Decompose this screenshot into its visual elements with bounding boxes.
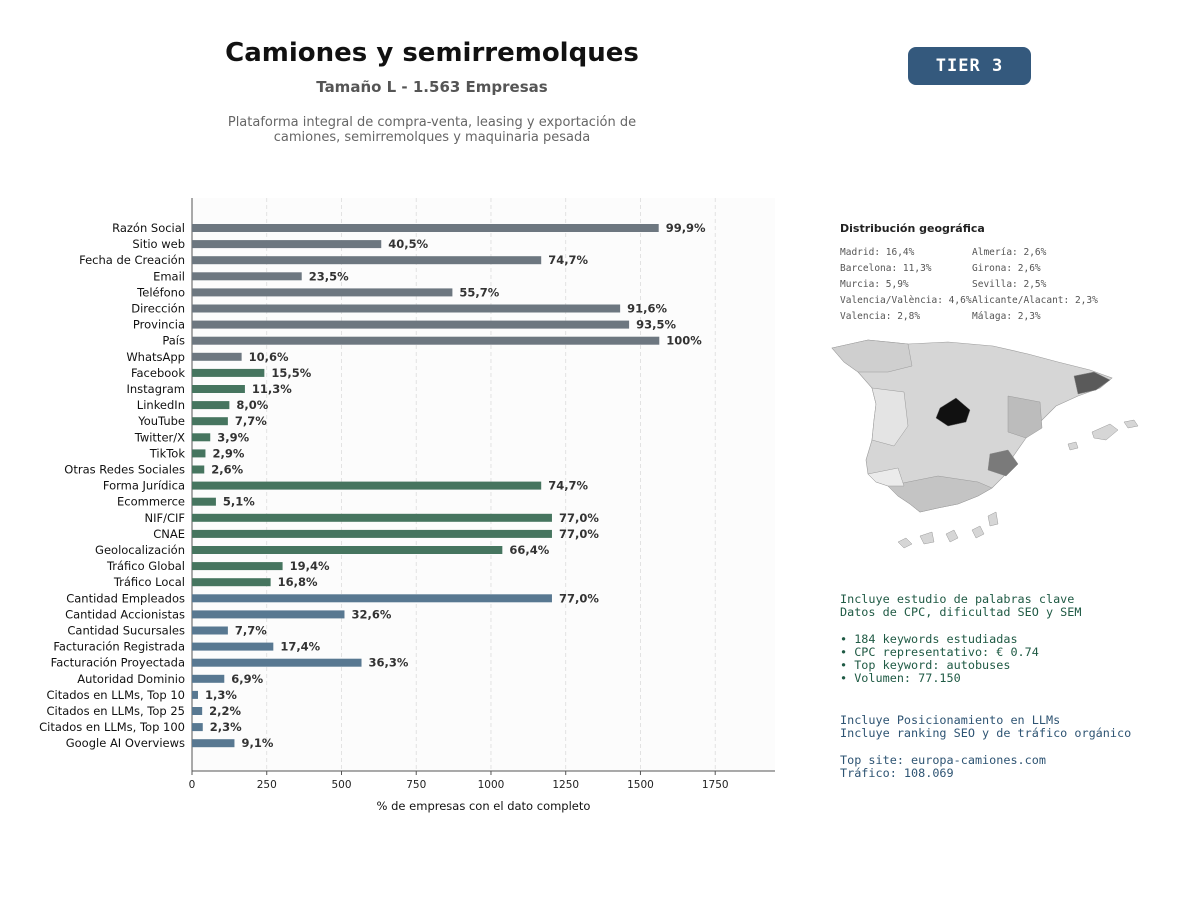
category-label: Instagram	[126, 382, 185, 396]
bar	[192, 353, 242, 361]
bar	[192, 707, 202, 715]
category-label: Cantidad Empleados	[66, 591, 185, 606]
keywords-bullet: • 184 keywords estudiadas	[840, 631, 1018, 646]
value-label: 7,7%	[234, 414, 267, 429]
value-label: 2,9%	[212, 446, 245, 461]
canary-islands	[898, 512, 998, 548]
bar	[192, 240, 381, 248]
x-axis-title: % de empresas con el dato completo	[376, 799, 591, 813]
value-label: 32,6%	[351, 607, 392, 622]
value-label: 36,3%	[368, 655, 409, 670]
category-label: TikTok	[149, 446, 185, 461]
balearic-islands-small	[1124, 420, 1138, 428]
llm-info-line: Incluye ranking SEO y de tráfico orgánico	[840, 726, 1132, 741]
bar	[192, 385, 245, 393]
value-label: 1,3%	[204, 687, 237, 702]
category-label: Otras Redes Sociales	[64, 462, 185, 477]
value-label: 11,3%	[251, 382, 292, 396]
value-label: 9,1%	[241, 736, 274, 751]
x-tick-label: 500	[331, 779, 352, 791]
llm-info-block	[840, 714, 1131, 780]
value-label: 77,0%	[558, 510, 599, 525]
keywords-bullet: • CPC representativo: € 0.74	[840, 644, 1039, 659]
value-label: 5,1%	[222, 494, 255, 509]
value-label: 40,5%	[388, 237, 429, 252]
geo-item: Sevilla: 2,5%	[972, 279, 1047, 290]
keywords-info-line: Datos de CPC, dificultad SEO y SEM	[840, 605, 1082, 620]
bar	[192, 449, 205, 457]
category-label: LinkedIn	[136, 398, 185, 413]
x-tick-label: 1750	[701, 779, 729, 791]
category-label: Ecommerce	[117, 494, 185, 509]
bar	[192, 417, 228, 425]
value-label: 66,4%	[509, 543, 550, 557]
value-label: 6,9%	[231, 671, 264, 686]
category-label: Twitter/X	[134, 430, 185, 445]
geo-item: Alicante/Alacant: 2,3%	[972, 295, 1098, 306]
category-label: Geolocalización	[95, 543, 185, 557]
spain-map-graphic	[828, 336, 1140, 558]
category-label: Facturación Proyectada	[50, 655, 185, 670]
bar	[192, 659, 362, 667]
category-label: WhatsApp	[126, 349, 185, 364]
description-line: Plataforma integral de compra-venta, leasing y exportación de	[227, 115, 637, 130]
category-label: País	[162, 333, 185, 348]
category-label: Provincia	[132, 317, 185, 332]
bar	[192, 433, 210, 441]
bar	[192, 562, 283, 570]
bar	[192, 466, 204, 474]
value-label: 3,9%	[217, 430, 250, 445]
x-tick-label: 1000	[477, 779, 505, 791]
value-label: 8,0%	[236, 398, 269, 413]
value-label: 55,7%	[459, 285, 500, 300]
value-label: 74,7%	[548, 253, 589, 268]
bar	[192, 723, 203, 731]
x-tick-label: 250	[256, 779, 277, 791]
x-tick-label: 1500	[627, 779, 654, 791]
keywords-bullet: • Top keyword: autobuses	[840, 657, 1011, 672]
value-label: 77,0%	[558, 591, 599, 606]
category-label: Email	[153, 269, 185, 284]
description-line: camiones, semirremolques y maquinaria pesada	[273, 130, 591, 145]
bar	[192, 530, 552, 538]
category-label: Cantidad Sucursales	[67, 623, 185, 638]
balearic-islands-west	[1068, 442, 1078, 450]
category-label: Dirección	[131, 301, 185, 316]
keywords-info-line: Incluye estudio de palabras clave	[840, 592, 1075, 606]
category-label: CNAE	[153, 526, 185, 541]
category-label: Sitio web	[132, 237, 185, 252]
x-tick-label: 0	[188, 779, 196, 791]
bar	[192, 369, 264, 377]
balearic-islands	[1092, 424, 1118, 440]
category-label: Google AI Overviews	[65, 736, 185, 751]
bar	[192, 610, 344, 618]
category-label: Facturación Registrada	[53, 639, 185, 654]
bar	[192, 498, 216, 506]
bar	[192, 401, 229, 409]
category-label: Citados en LLMs, Top 25	[46, 704, 185, 718]
category-label: Autoridad Dominio	[77, 671, 185, 686]
bar	[192, 482, 541, 490]
geo-item: Almería: 2,6%	[972, 247, 1047, 258]
bar	[192, 546, 502, 554]
value-label: 10,6%	[248, 349, 289, 364]
page-title: Camiones y semirremolques	[225, 38, 639, 68]
category-label: Tráfico Local	[113, 575, 185, 590]
bar	[192, 594, 552, 602]
value-label: 15,5%	[271, 365, 312, 380]
geo-item: Girona: 2,6%	[972, 263, 1041, 274]
value-label: 93,5%	[636, 317, 677, 332]
bar	[192, 224, 659, 232]
value-label: 77,0%	[558, 526, 599, 541]
category-label: Citados en LLMs, Top 100	[39, 720, 185, 735]
category-label: Fecha de Creación	[79, 253, 185, 268]
category-label: Razón Social	[112, 221, 185, 235]
bar	[192, 272, 302, 280]
value-label: 2,6%	[211, 462, 244, 477]
geo-item: Valencia/València: 4,6%	[840, 295, 972, 306]
value-label: 19,4%	[289, 559, 330, 574]
value-label: 23,5%	[308, 269, 349, 284]
top-site-text: Top site: europa-camiones.com	[840, 752, 1046, 767]
category-label: YouTube	[138, 414, 185, 429]
bar	[192, 305, 620, 313]
value-label: 91,6%	[627, 301, 668, 316]
geo-item: Málaga: 2,3%	[972, 311, 1041, 322]
bar	[192, 627, 228, 635]
geo-distribution-title: Distribución geográfica	[840, 222, 985, 235]
x-tick-label: 1250	[552, 779, 580, 791]
geo-item: Valencia: 2,8%	[840, 311, 921, 322]
category-label: Facebook	[130, 365, 185, 380]
value-label: 16,8%	[277, 575, 318, 590]
bar	[192, 337, 659, 345]
east-region	[1008, 396, 1042, 438]
spain-province-map	[828, 336, 1140, 558]
geo-item: Madrid: 16,4%	[840, 247, 915, 258]
category-label: Citados en LLMs, Top 10	[46, 687, 185, 702]
x-tick-label: 750	[406, 779, 427, 791]
value-label: 17,4%	[280, 639, 321, 654]
keywords-bullet: • Volumen: 77.150	[840, 671, 961, 686]
llm-info-line: Incluye Posicionamiento en LLMs	[840, 713, 1061, 727]
geo-item: Murcia: 5,9%	[840, 279, 909, 290]
north-region	[832, 340, 912, 372]
bar	[192, 321, 629, 329]
value-label: 2,2%	[209, 704, 242, 718]
bar	[192, 514, 552, 522]
category-label: Cantidad Accionistas	[65, 607, 185, 622]
category-label: Tráfico Global	[106, 559, 185, 574]
value-label: 100%	[666, 333, 702, 348]
category-label: Forma Jurídica	[102, 478, 185, 493]
value-label: 74,7%	[548, 478, 589, 493]
bar	[192, 578, 271, 586]
bar	[192, 288, 452, 296]
page-subtitle: Tamaño L - 1.563 Empresas	[316, 78, 548, 96]
geo-item: Barcelona: 11,3%	[840, 263, 932, 274]
bar	[192, 643, 273, 651]
tier-badge: TIER 3	[908, 47, 1031, 85]
keywords-info-block	[840, 593, 1081, 685]
category-label: NIF/CIF	[144, 510, 185, 525]
category-label: Teléfono	[137, 285, 185, 300]
value-label: 99,9%	[665, 221, 706, 235]
bar	[192, 691, 198, 699]
traffic-text: Tráfico: 108.069	[840, 765, 954, 780]
bar	[192, 675, 224, 683]
value-label: 7,7%	[234, 623, 267, 638]
bar	[192, 739, 234, 747]
bar	[192, 256, 541, 264]
value-label: 2,3%	[209, 720, 242, 735]
